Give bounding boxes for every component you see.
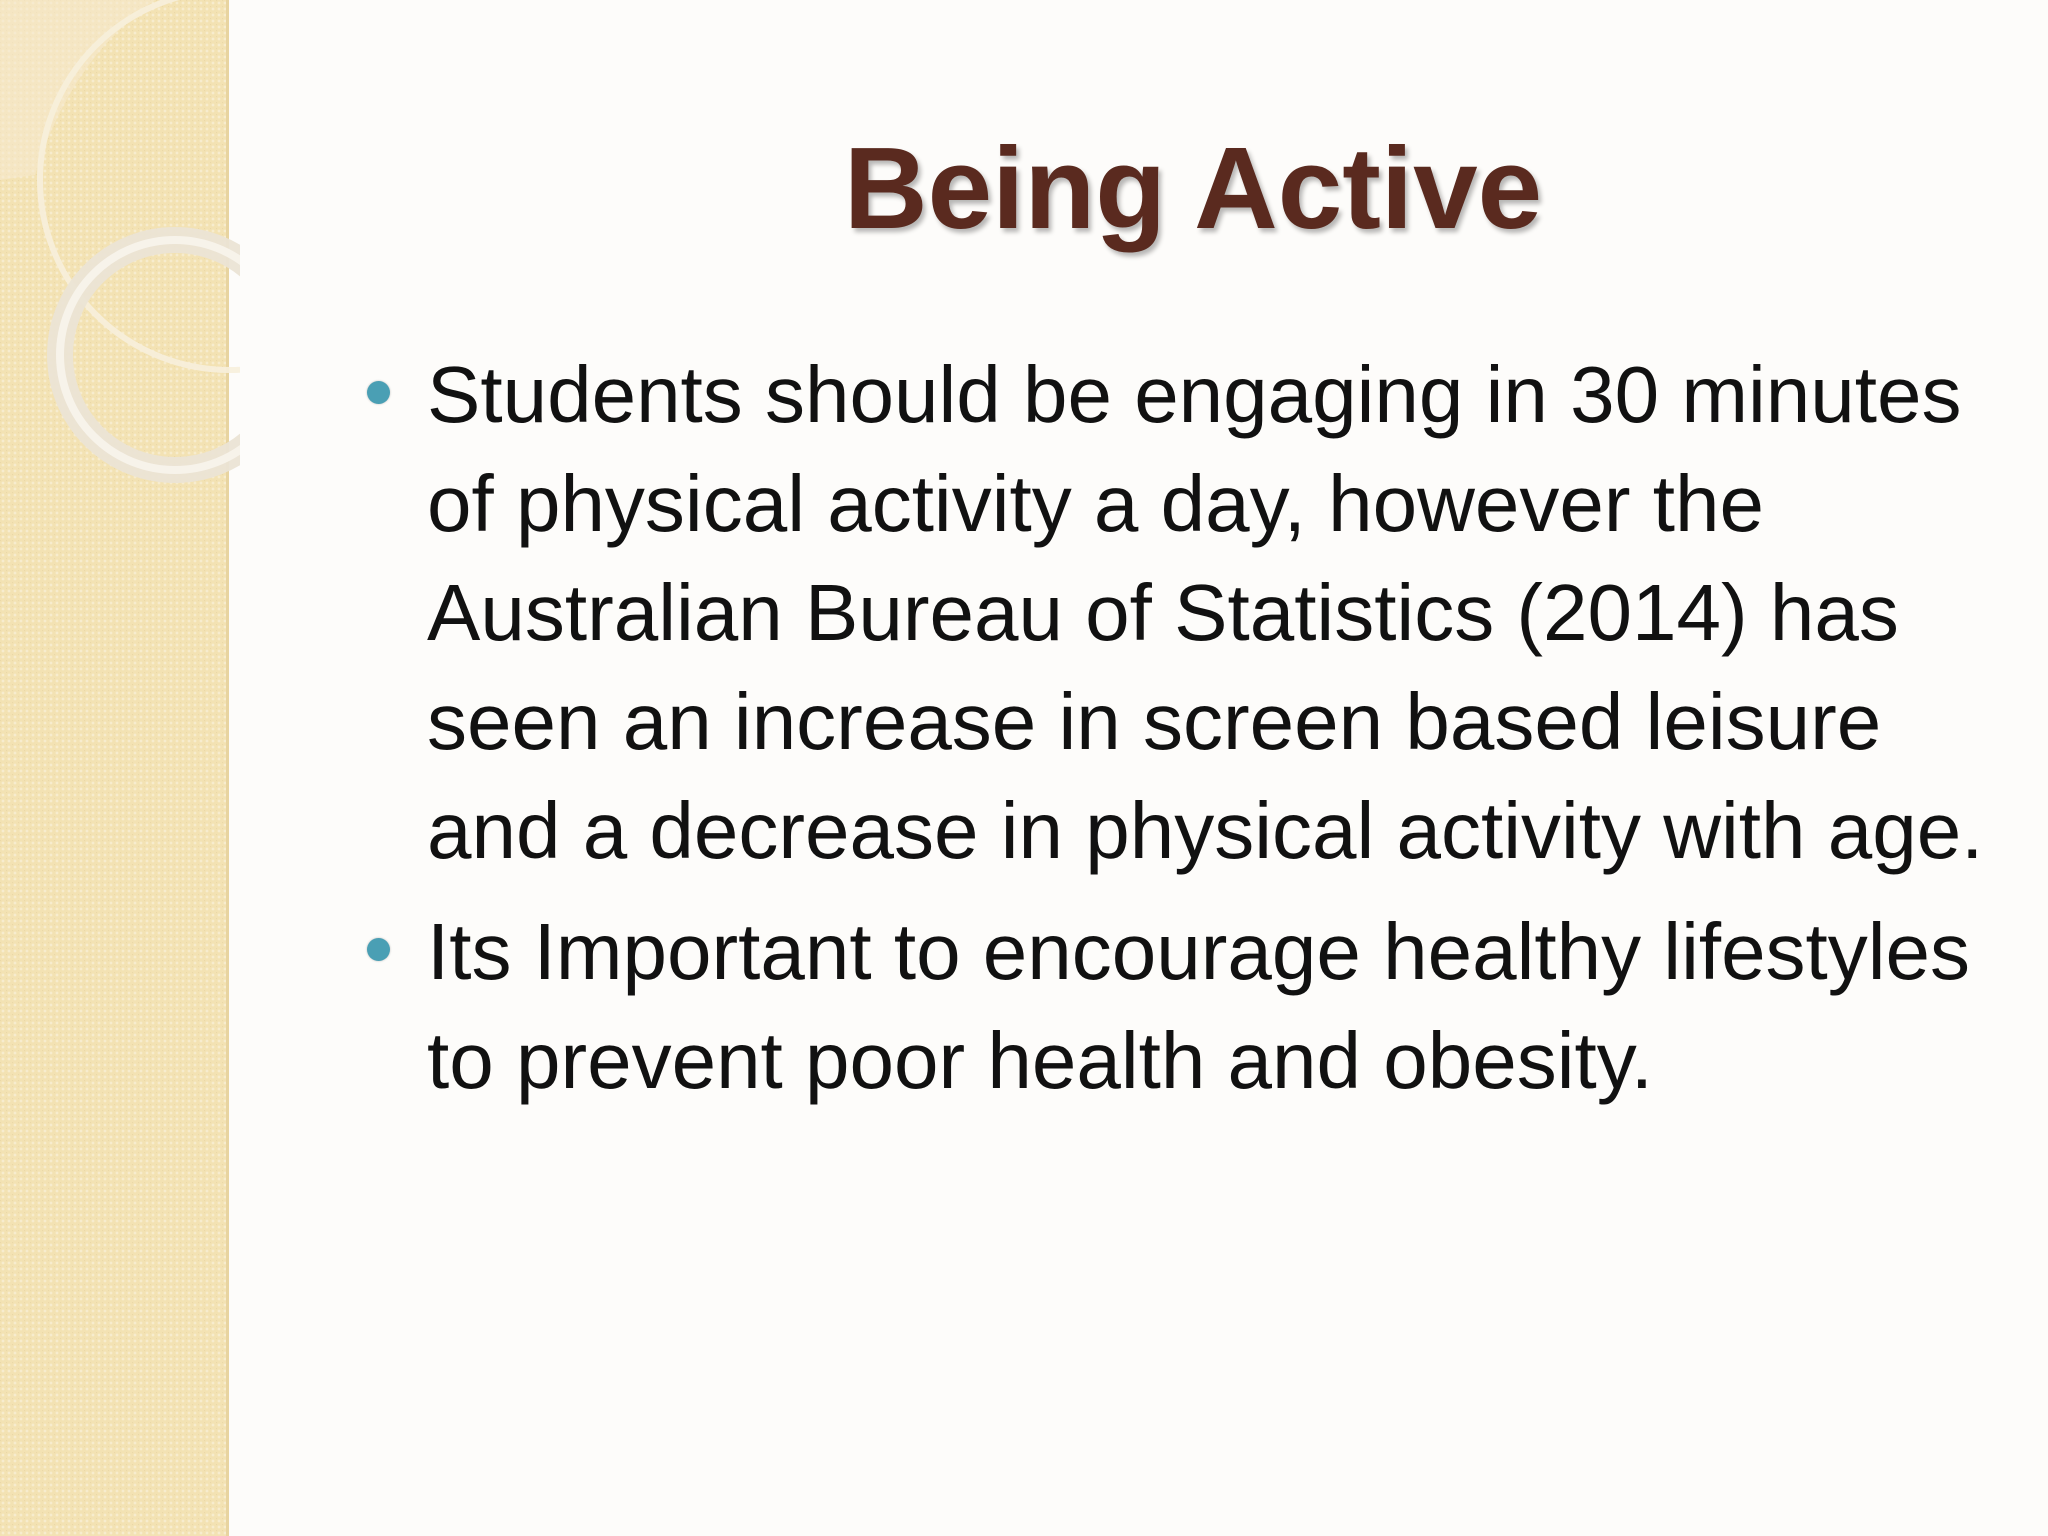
bullet-dot-icon bbox=[367, 381, 390, 404]
bullet-item bbox=[355, 340, 1995, 885]
bullet-item bbox=[355, 897, 1995, 1115]
bullet-text: Its Important to encourage healthy lifestyles to prevent poor health and obesity. bbox=[427, 907, 1971, 1105]
bullet-dot-icon bbox=[367, 938, 390, 961]
decorative-rings bbox=[0, 0, 240, 520]
ring-top-fill bbox=[0, 0, 155, 180]
slide-title: Being Active bbox=[843, 123, 1543, 253]
bullet-list bbox=[355, 340, 1995, 1127]
bullet-text: Students should be engaging in 30 minutes of physical activity a day, however the Australian Bureau of Statistics (2014) has seen an increase in screen based leisure and a decrease in physical activity with age. bbox=[427, 350, 1984, 875]
